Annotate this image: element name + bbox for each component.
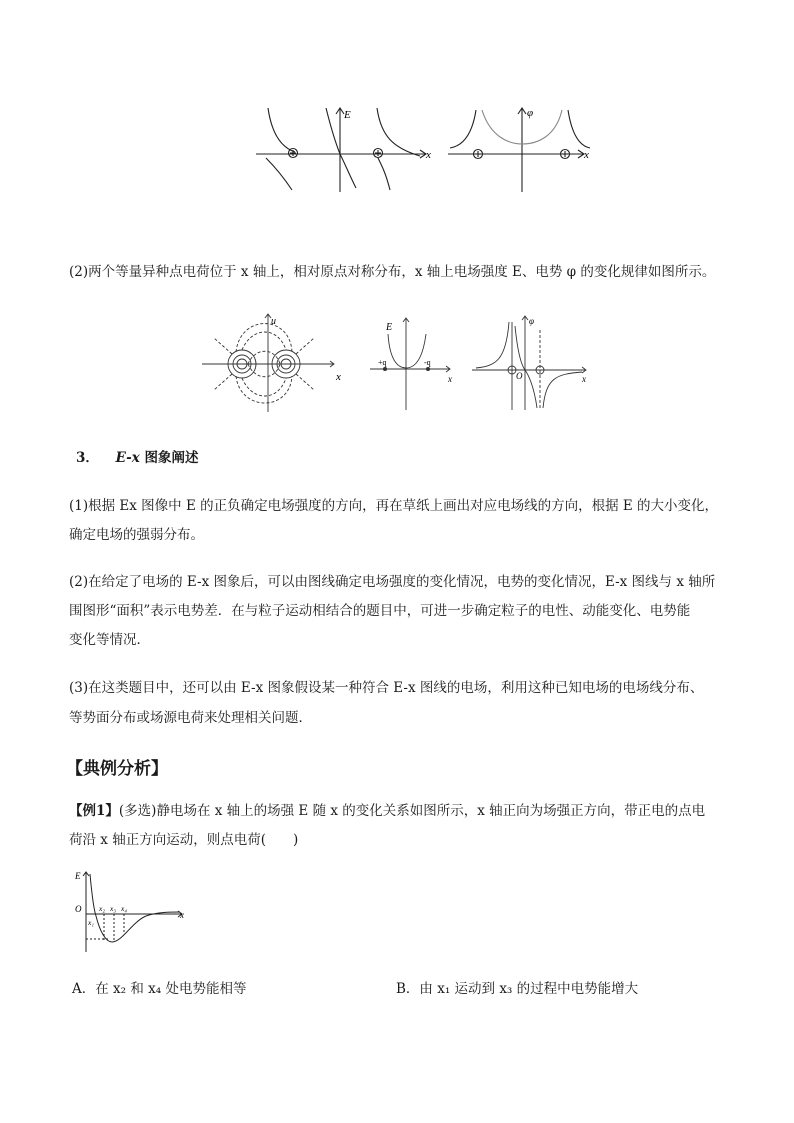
s3-p3-line2: 等势面分布或场源电荷来处理相关问题．	[69, 710, 312, 726]
s3-p2-line3: 变化等情况．	[69, 632, 150, 648]
s3-p2-line2: 围图形“面积”表示电势差．在与粒子运动相结合的题目中，可进一步确定粒子的电性、动能变化、电势能	[69, 603, 691, 619]
fig3-x3: x₃	[110, 904, 116, 913]
paragraph-unlike-charges: (2)两个等量异种点电荷位于 x 轴上，相对原点对称分布，x 轴上电场强度 E、电势 φ 的变化规律如图所示。	[69, 264, 716, 280]
fig2-E-label: E	[386, 322, 393, 333]
figure-example-E-x	[70, 866, 200, 954]
section-3-title-italic: E-x	[115, 450, 140, 466]
fig3-origin: O	[75, 904, 82, 914]
example-1-tag: 【例1】	[69, 803, 119, 819]
fig2-x-label-3: x	[582, 374, 586, 384]
fig2-y-label: u	[271, 316, 276, 327]
s3-p2-line1: (2)在给定了电场的 E-x 图象后，可以由图线确定电场强度的变化情况，电势的变化情况，E-x 图线与 x 轴所	[69, 574, 716, 590]
s3-p1-line1: (1)根据 Ex 图像中 E 的正负确定电场强度的方向，再在草纸上画出对应电场线的方向，根据 E 的大小变化，	[69, 498, 719, 514]
fig3-x-label: x	[180, 910, 184, 920]
fig2-x-label: x	[336, 371, 341, 383]
example-heading: 【典例分析】	[66, 759, 168, 779]
section-3-title-rest: 图象阐述	[139, 450, 199, 466]
fig3-x1: x₁	[88, 918, 94, 927]
fig1-phi-label: φ	[527, 107, 534, 119]
example-1-text: (多选)静电场在 x 轴上的场强 E 随 x 的变化关系如图所示，x 轴正向为场强正方向，带正电的点电	[118, 803, 706, 819]
fig2-minus-q: -q	[424, 358, 431, 367]
fig3-x4: x₄	[121, 904, 127, 913]
fig2-phi-label: φ	[529, 316, 534, 326]
fig1-x-label-2: x	[584, 149, 589, 161]
fig3-E-label: E	[75, 871, 81, 881]
fig1-E-label: E	[344, 109, 351, 121]
figure-like-charges	[250, 100, 600, 200]
option-A[interactable]: A．在 x₂ 和 x₄ 处电势能相等	[72, 981, 247, 997]
example-1-line1	[69, 801, 705, 821]
fig2-plus-q: +q	[378, 358, 387, 367]
section-3-number: 3．	[76, 450, 99, 466]
s3-p3-line1: (3)在这类题目中，还可以由 E-x 图象假设某一种符合 E-x 图线的电场，利用这种已知电场的电场线分布、	[69, 680, 704, 696]
fig3-x2: x₂	[99, 904, 105, 913]
fig2-x-label-2: x	[448, 374, 452, 384]
example-1-line2: 荷沿 x 轴正方向运动，则点电荷( )	[69, 832, 299, 848]
fig1-x-label: x	[426, 149, 431, 161]
option-B[interactable]: B．由 x₁ 运动到 x₃ 的过程中电势能增大	[396, 981, 639, 997]
section-3-heading	[76, 448, 199, 468]
figure-unlike-charges	[200, 312, 600, 414]
fig2-origin: O	[516, 371, 523, 381]
s3-p1-line2: 确定电场的强弱分布。	[69, 527, 204, 543]
